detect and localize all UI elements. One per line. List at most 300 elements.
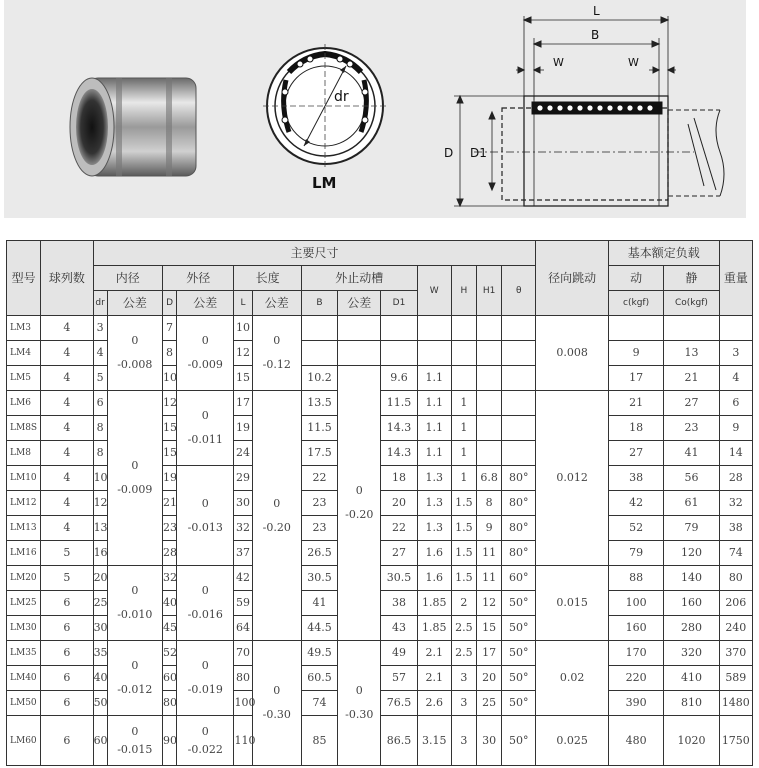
H1-cell: 17 — [477, 641, 502, 666]
dr-cell: 16 — [93, 541, 107, 566]
tolerance-upper: 0 — [355, 484, 363, 497]
dynamic-load-cell: 160 — [608, 616, 663, 641]
table-row — [7, 641, 753, 666]
D-tolerance-cell — [177, 566, 234, 641]
tolerance-lower: -0.012 — [117, 683, 153, 696]
static-load-cell: 79 — [664, 516, 719, 541]
header-weight: 重量 — [719, 241, 752, 316]
radial-runout-cell: 0.012 — [536, 391, 608, 566]
model-cell: LM25 — [7, 591, 41, 616]
dynamic-load-cell: 9 — [608, 341, 663, 366]
weight-cell: 74 — [719, 541, 752, 566]
D-cell: 28 — [163, 541, 177, 566]
dynamic-load-cell: 480 — [608, 716, 663, 766]
theta-cell — [502, 341, 536, 366]
header-theta: θ — [502, 266, 536, 316]
header-dr: dr — [93, 291, 107, 316]
D1-cell: 18 — [381, 466, 417, 491]
L-tolerance-cell — [252, 641, 301, 766]
tolerance-upper: 0 — [201, 724, 209, 738]
bearing-cross-section — [263, 44, 387, 192]
weight-cell: 1750 — [719, 716, 752, 766]
B-cell: 85 — [301, 716, 337, 766]
theta-cell: 50° — [502, 641, 536, 666]
B-tolerance-cell — [338, 641, 381, 766]
header-retaining-groove: 外止动槽 — [301, 266, 417, 291]
model-cell: LM4 — [7, 341, 41, 366]
tolerance-lower: -0.011 — [187, 433, 223, 446]
ball-rows-cell: 6 — [41, 666, 93, 691]
spec-table-body — [7, 316, 753, 766]
theta-cell: 80° — [502, 541, 536, 566]
dim-label-W-right: W — [628, 56, 639, 69]
H-cell: 1.5 — [451, 541, 476, 566]
tolerance-lower: -0.022 — [187, 742, 223, 756]
tolerance-upper: 0 — [273, 496, 281, 510]
B-cell: 11.5 — [301, 416, 337, 441]
L-cell: 42 — [234, 566, 252, 591]
D-cell: 7 — [163, 316, 177, 341]
H1-cell — [477, 416, 502, 441]
B-cell: 10.2 — [301, 366, 337, 391]
model-cell: LM60 — [7, 716, 41, 766]
W-cell — [417, 316, 451, 341]
D1-cell: 57 — [381, 666, 417, 691]
ball-rows-cell: 4 — [41, 341, 93, 366]
B-cell: 49.5 — [301, 641, 337, 666]
static-load-cell: 1020 — [664, 716, 719, 766]
B-cell: 60.5 — [301, 666, 337, 691]
W-cell: 1.3 — [417, 491, 451, 516]
header-main-dimensions: 主要尺寸 — [93, 241, 536, 266]
dim-label-D1: D1 — [470, 146, 487, 160]
dr-cell: 12 — [93, 491, 107, 516]
header-length: 长度 — [234, 266, 301, 291]
W-cell — [417, 341, 451, 366]
tolerance-lower: -0.30 — [262, 708, 291, 721]
ball-rows-cell: 4 — [41, 441, 93, 466]
header-D-tolerance: 公差 — [177, 291, 234, 316]
L-cell: 15 — [234, 366, 252, 391]
L-cell: 59 — [234, 591, 252, 616]
weight-cell: 80 — [719, 566, 752, 591]
theta-cell: 50° — [502, 691, 536, 716]
theta-cell: 80° — [502, 491, 536, 516]
H-cell: 1 — [451, 391, 476, 416]
B-cell: 41 — [301, 591, 337, 616]
header-W: W — [417, 266, 451, 316]
header-static: 静 — [664, 266, 719, 291]
W-cell: 1.3 — [417, 466, 451, 491]
H-cell: 1.5 — [451, 566, 476, 591]
W-cell: 1.85 — [417, 616, 451, 641]
W-cell: 1.1 — [417, 416, 451, 441]
dr-cell: 25 — [93, 591, 107, 616]
D-tolerance-cell — [177, 466, 234, 566]
dim-label-D: D — [444, 146, 454, 160]
tolerance-upper: 0 — [273, 334, 281, 347]
weight-cell: 3 — [719, 341, 752, 366]
H-cell: 3 — [451, 666, 476, 691]
H1-cell: 12 — [477, 591, 502, 616]
L-cell: 70 — [234, 641, 252, 666]
D1-cell: 43 — [381, 616, 417, 641]
ball-rows-cell: 4 — [41, 316, 93, 341]
H1-cell — [477, 366, 502, 391]
header-H: H — [451, 266, 476, 316]
weight-cell: 6 — [719, 391, 752, 416]
dynamic-load-cell — [608, 316, 663, 341]
L-cell: 10 — [234, 316, 252, 341]
L-cell: 29 — [234, 466, 252, 491]
ball-rows-cell: 6 — [41, 591, 93, 616]
weight-cell: 32 — [719, 491, 752, 516]
dynamic-load-cell: 88 — [608, 566, 663, 591]
H-cell: 2.5 — [451, 616, 476, 641]
D-cell: 15 — [163, 441, 177, 466]
static-load-cell: 13 — [664, 341, 719, 366]
static-load-cell: 280 — [664, 616, 719, 641]
theta-cell — [502, 391, 536, 416]
L-cell: 12 — [234, 341, 252, 366]
theta-cell: 50° — [502, 616, 536, 641]
header-dynamic-unit: c(kgf) — [608, 291, 663, 316]
D1-cell: 9.6 — [381, 366, 417, 391]
L-cell: 80 — [234, 666, 252, 691]
D1-cell — [381, 316, 417, 341]
D-cell: 80 — [163, 691, 177, 716]
D1-cell: 76.5 — [381, 691, 417, 716]
weight-cell: 1480 — [719, 691, 752, 716]
theta-cell: 80° — [502, 516, 536, 541]
dr-tolerance-cell — [107, 641, 162, 716]
D1-cell: 38 — [381, 591, 417, 616]
tolerance-lower: -0.016 — [187, 608, 223, 621]
header-L: L — [234, 291, 252, 316]
tolerance-upper: 0 — [201, 409, 209, 422]
L-cell: 37 — [234, 541, 252, 566]
weight-cell: 28 — [719, 466, 752, 491]
header-inner-diameter: 内径 — [93, 266, 162, 291]
W-cell: 2.1 — [417, 666, 451, 691]
dynamic-load-cell: 38 — [608, 466, 663, 491]
ball-rows-cell: 6 — [41, 641, 93, 666]
model-cell: LM40 — [7, 666, 41, 691]
tolerance-upper: 0 — [201, 496, 209, 510]
W-cell: 3.15 — [417, 716, 451, 766]
L-cell: 64 — [234, 616, 252, 641]
B-cell: 23 — [301, 491, 337, 516]
dr-cell: 4 — [93, 341, 107, 366]
model-cell: LM8 — [7, 441, 41, 466]
dr-cell: 5 — [93, 366, 107, 391]
model-cell: LM16 — [7, 541, 41, 566]
D1-cell: 86.5 — [381, 716, 417, 766]
dr-tolerance-cell — [107, 566, 162, 641]
ball-rows-cell: 4 — [41, 391, 93, 416]
bearing-side-section — [444, 4, 724, 206]
ball-rows-cell: 4 — [41, 491, 93, 516]
dr-cell: 20 — [93, 566, 107, 591]
bearing-photo — [70, 78, 196, 176]
H1-cell: 8 — [477, 491, 502, 516]
model-cell: LM5 — [7, 366, 41, 391]
dim-label-W-left: W — [553, 56, 564, 69]
B-cell: 44.5 — [301, 616, 337, 641]
model-cell: LM6 — [7, 391, 41, 416]
dr-cell: 10 — [93, 466, 107, 491]
D-cell: 32 — [163, 566, 177, 591]
tolerance-lower: -0.12 — [262, 358, 291, 371]
weight-cell — [719, 316, 752, 341]
model-cell: LM8S — [7, 416, 41, 441]
W-cell: 1.6 — [417, 541, 451, 566]
H-cell: 1.5 — [451, 516, 476, 541]
static-load-cell: 810 — [664, 691, 719, 716]
dynamic-load-cell: 42 — [608, 491, 663, 516]
tolerance-upper: 0 — [201, 659, 209, 672]
dr-cell: 30 — [93, 616, 107, 641]
static-load-cell: 140 — [664, 566, 719, 591]
ball-rows-cell: 5 — [41, 566, 93, 591]
bearing-drawings — [4, 0, 746, 218]
dr-cell: 60 — [93, 716, 107, 766]
dynamic-load-cell: 17 — [608, 366, 663, 391]
L-cell: 24 — [234, 441, 252, 466]
model-cell: LM20 — [7, 566, 41, 591]
D-tolerance-cell — [177, 716, 234, 766]
D-cell: 8 — [163, 341, 177, 366]
D-cell: 52 — [163, 641, 177, 666]
dynamic-load-cell: 52 — [608, 516, 663, 541]
D-tolerance-cell — [177, 316, 234, 391]
model-cell: LM10 — [7, 466, 41, 491]
theta-cell: 80° — [502, 466, 536, 491]
W-cell: 1.1 — [417, 391, 451, 416]
header-D1: D1 — [381, 291, 417, 316]
weight-cell: 206 — [719, 591, 752, 616]
L-cell: 19 — [234, 416, 252, 441]
dr-tolerance-cell — [107, 391, 162, 566]
ball-rows-cell: 5 — [41, 541, 93, 566]
tolerance-lower: -0.009 — [187, 358, 223, 371]
static-load-cell: 410 — [664, 666, 719, 691]
radial-runout-cell: 0.025 — [536, 716, 608, 766]
L-tolerance-cell — [252, 316, 301, 391]
theta-cell: 60° — [502, 566, 536, 591]
theta-cell — [502, 441, 536, 466]
tolerance-lower: -0.20 — [345, 508, 374, 521]
dr-cell: 35 — [93, 641, 107, 666]
static-load-cell: 41 — [664, 441, 719, 466]
dr-cell: 8 — [93, 441, 107, 466]
model-series-label: LM — [312, 174, 337, 192]
static-load-cell: 27 — [664, 391, 719, 416]
H-cell: 1.5 — [451, 491, 476, 516]
W-cell: 1.1 — [417, 441, 451, 466]
tolerance-lower: -0.20 — [262, 520, 291, 534]
dr-tolerance-cell — [107, 716, 162, 766]
static-load-cell: 320 — [664, 641, 719, 666]
header-L-tolerance: 公差 — [252, 291, 301, 316]
header-radial-runout: 径向跳动 — [536, 241, 608, 316]
theta-cell — [502, 316, 536, 341]
H-cell: 2 — [451, 591, 476, 616]
tolerance-upper: 0 — [131, 584, 139, 597]
bearing-spec-table — [6, 240, 753, 766]
W-cell: 1.6 — [417, 566, 451, 591]
model-cell: LM50 — [7, 691, 41, 716]
H1-cell — [477, 316, 502, 341]
D-cell: 15 — [163, 416, 177, 441]
tolerance-upper: 0 — [131, 459, 139, 472]
H-cell: 3 — [451, 716, 476, 766]
D-cell: 21 — [163, 491, 177, 516]
D-cell: 40 — [163, 591, 177, 616]
D-tolerance-cell — [177, 391, 234, 466]
model-cell: LM35 — [7, 641, 41, 666]
tolerance-lower: -0.009 — [117, 483, 153, 496]
weight-cell: 589 — [719, 666, 752, 691]
H-cell — [451, 316, 476, 341]
B-cell: 17.5 — [301, 441, 337, 466]
W-cell: 1.85 — [417, 591, 451, 616]
ball-rows-cell: 4 — [41, 366, 93, 391]
tolerance-upper: 0 — [201, 584, 209, 597]
tolerance-upper: 0 — [201, 334, 209, 347]
D-cell: 10 — [163, 366, 177, 391]
dynamic-load-cell: 27 — [608, 441, 663, 466]
H1-cell: 6.8 — [477, 466, 502, 491]
tolerance-upper: 0 — [355, 684, 363, 697]
D-cell: 60 — [163, 666, 177, 691]
H1-cell: 30 — [477, 716, 502, 766]
weight-cell: 38 — [719, 516, 752, 541]
theta-cell — [502, 366, 536, 391]
model-cell: LM3 — [7, 316, 41, 341]
model-cell: LM12 — [7, 491, 41, 516]
theta-cell: 50° — [502, 666, 536, 691]
dr-cell: 3 — [93, 316, 107, 341]
L-cell: 100 — [234, 691, 252, 716]
H-cell: 1 — [451, 416, 476, 441]
header-D: D — [163, 291, 177, 316]
L-tolerance-cell — [252, 391, 301, 641]
B-cell — [301, 341, 337, 366]
theta-cell: 50° — [502, 716, 536, 766]
H-cell — [451, 341, 476, 366]
D1-cell — [381, 341, 417, 366]
dynamic-load-cell: 100 — [608, 591, 663, 616]
theta-cell: 50° — [502, 591, 536, 616]
W-cell: 2.6 — [417, 691, 451, 716]
B-cell: 23 — [301, 516, 337, 541]
header-static-unit: Co(kgf) — [664, 291, 719, 316]
H-cell: 3 — [451, 691, 476, 716]
B-cell: 13.5 — [301, 391, 337, 416]
header-ball-rows: 球列数 — [41, 241, 93, 316]
header-dr-tolerance: 公差 — [107, 291, 162, 316]
header-outer-diameter: 外径 — [163, 266, 234, 291]
B-tolerance-cell — [338, 341, 381, 366]
radial-runout-cell: 0.008 — [536, 316, 608, 391]
L-cell: 110 — [234, 716, 252, 766]
dr-cell: 6 — [93, 391, 107, 416]
W-cell: 1.3 — [417, 516, 451, 541]
dim-label-L: L — [593, 4, 600, 18]
H-cell: 1 — [451, 466, 476, 491]
header-B: B — [301, 291, 337, 316]
H1-cell — [477, 391, 502, 416]
H-cell — [451, 366, 476, 391]
B-cell — [301, 316, 337, 341]
static-load-cell: 56 — [664, 466, 719, 491]
D1-cell: 49 — [381, 641, 417, 666]
static-load-cell: 23 — [664, 416, 719, 441]
W-cell: 1.1 — [417, 366, 451, 391]
H1-cell: 11 — [477, 541, 502, 566]
static-load-cell — [664, 316, 719, 341]
tolerance-upper: 0 — [273, 684, 281, 697]
table-row — [7, 316, 753, 341]
L-cell: 30 — [234, 491, 252, 516]
dr-cell: 13 — [93, 516, 107, 541]
D-cell: 19 — [163, 466, 177, 491]
model-cell: LM30 — [7, 616, 41, 641]
dynamic-load-cell: 220 — [608, 666, 663, 691]
weight-cell: 14 — [719, 441, 752, 466]
B-cell: 30.5 — [301, 566, 337, 591]
tolerance-lower: -0.008 — [117, 358, 153, 371]
tolerance-lower: -0.010 — [117, 608, 153, 621]
tolerance-upper: 0 — [131, 724, 139, 738]
H1-cell: 9 — [477, 516, 502, 541]
D1-cell: 14.3 — [381, 441, 417, 466]
dynamic-load-cell: 390 — [608, 691, 663, 716]
dynamic-load-cell: 170 — [608, 641, 663, 666]
dr-tolerance-cell — [107, 316, 162, 391]
dr-cell: 8 — [93, 416, 107, 441]
H1-cell — [477, 441, 502, 466]
dr-cell: 50 — [93, 691, 107, 716]
header-load-rating: 基本额定负载 — [608, 241, 719, 266]
bore-diameter-label: dr — [334, 89, 349, 105]
theta-cell — [502, 416, 536, 441]
dynamic-load-cell: 21 — [608, 391, 663, 416]
tolerance-lower: -0.015 — [117, 742, 153, 756]
dim-label-B: B — [591, 28, 600, 42]
radial-runout-cell: 0.02 — [536, 641, 608, 716]
ball-rows-cell: 4 — [41, 516, 93, 541]
ball-rows-cell: 6 — [41, 616, 93, 641]
ball-rows-cell: 4 — [41, 466, 93, 491]
header-model: 型号 — [7, 241, 41, 316]
ball-rows-cell: 6 — [41, 716, 93, 766]
static-load-cell: 160 — [664, 591, 719, 616]
tolerance-upper: 0 — [131, 659, 139, 672]
weight-cell: 370 — [719, 641, 752, 666]
header-dynamic: 动 — [608, 266, 663, 291]
B-cell: 74 — [301, 691, 337, 716]
B-cell: 26.5 — [301, 541, 337, 566]
dynamic-load-cell: 18 — [608, 416, 663, 441]
H1-cell: 15 — [477, 616, 502, 641]
W-cell: 2.1 — [417, 641, 451, 666]
H1-cell: 25 — [477, 691, 502, 716]
tolerance-lower: -0.019 — [187, 683, 223, 696]
D1-cell: 22 — [381, 516, 417, 541]
B-tolerance-cell — [338, 366, 381, 641]
